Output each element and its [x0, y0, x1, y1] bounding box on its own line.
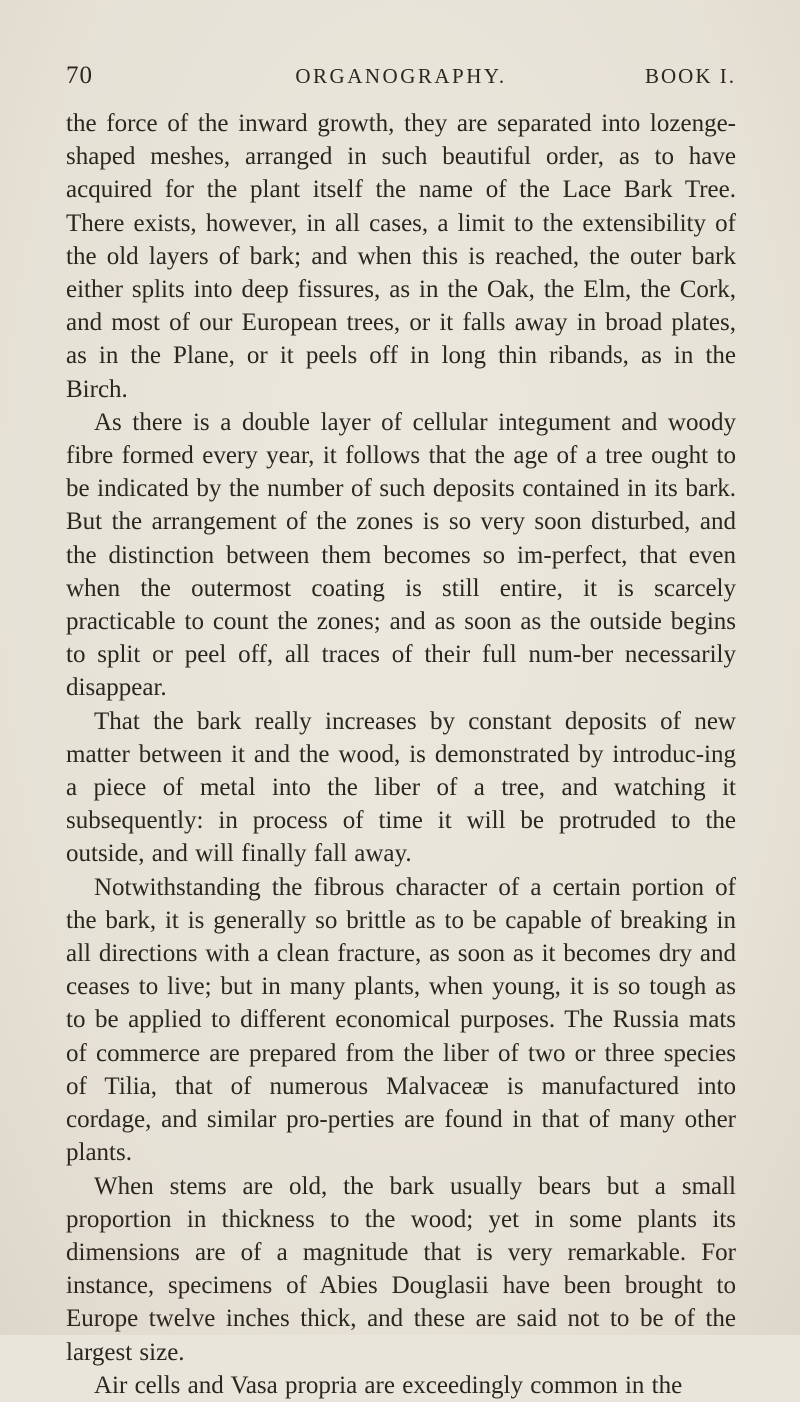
paragraph: When stems are old, the bark usually bears but a small proportion in thickness to the wood; yet in some plants its dimensions are of a magnitude that is very remarkable. For instance, specimens of Abies Douglasii have been brought to Europe twelve inches thick, and these are said not to be of the largest size.: [66, 1172, 736, 1366]
paragraph: That the bark really increases by constant deposits of new matter between it and the wood, is demonstrated by introduc-ing a piece of metal into the liber of a tree, and watching it subsequently: in process of time it will be protruded to the outside, and will finally fall away.: [66, 707, 736, 868]
paragraph-final: Air cells and Vasa propria are exceedingly common in the: [94, 1371, 683, 1399]
running-header: [66, 62, 736, 92]
paragraph: As there is a double layer of cellular integument and woody fibre formed every year, it follows that the age of a tree ought to be indicated by the number of such deposits contained in its bark. But the arrangement of the zones is so very soon disturbed, and the distinction between them becomes so im-perfect, that even when the outermost coating is still entire, it is scarcely practicable to count the zones; and as soon as the outside begins to split or peel off, all traces of their full num-ber necessarily disappear.: [66, 408, 736, 702]
running-title: ORGANOGRAPHY.: [295, 64, 507, 88]
page-number: 70: [66, 62, 93, 89]
paragraph-continued: the force of the inward growth, they are separated into lozenge-shaped meshes, arranged in such beautiful order, as to have acquired for the plant itself the name of the Lace Bark Tree. There exists, however, in all cases, a limit to the extensibility of the old layers of bark; and when this is reached, the outer bark either splits into deep fissures, as in the Oak, the Elm, the Cork, and most of our European trees, or it falls away in broad plates, as in the Plane, or it peels off in long thin ribands, as in the Birch.: [66, 110, 736, 403]
book-label: BOOK I.: [645, 64, 736, 88]
paragraph: Notwithstanding the fibrous character of a certain portion of the bark, it is generally so brittle as to be capable of breaking in all directions with a clean fracture, as soon as it becomes dry and ceases to live; but in many plants, when young, it is so tough as to be applied to different economical purposes. The Russia mats of commerce are prepared from the liber of two or three species of Tilia, that of numerous Malvaceæ is manufactured into cordage, and similar pro-perties are found in that of many other plants.: [66, 873, 736, 1167]
body-text: [66, 107, 736, 1402]
